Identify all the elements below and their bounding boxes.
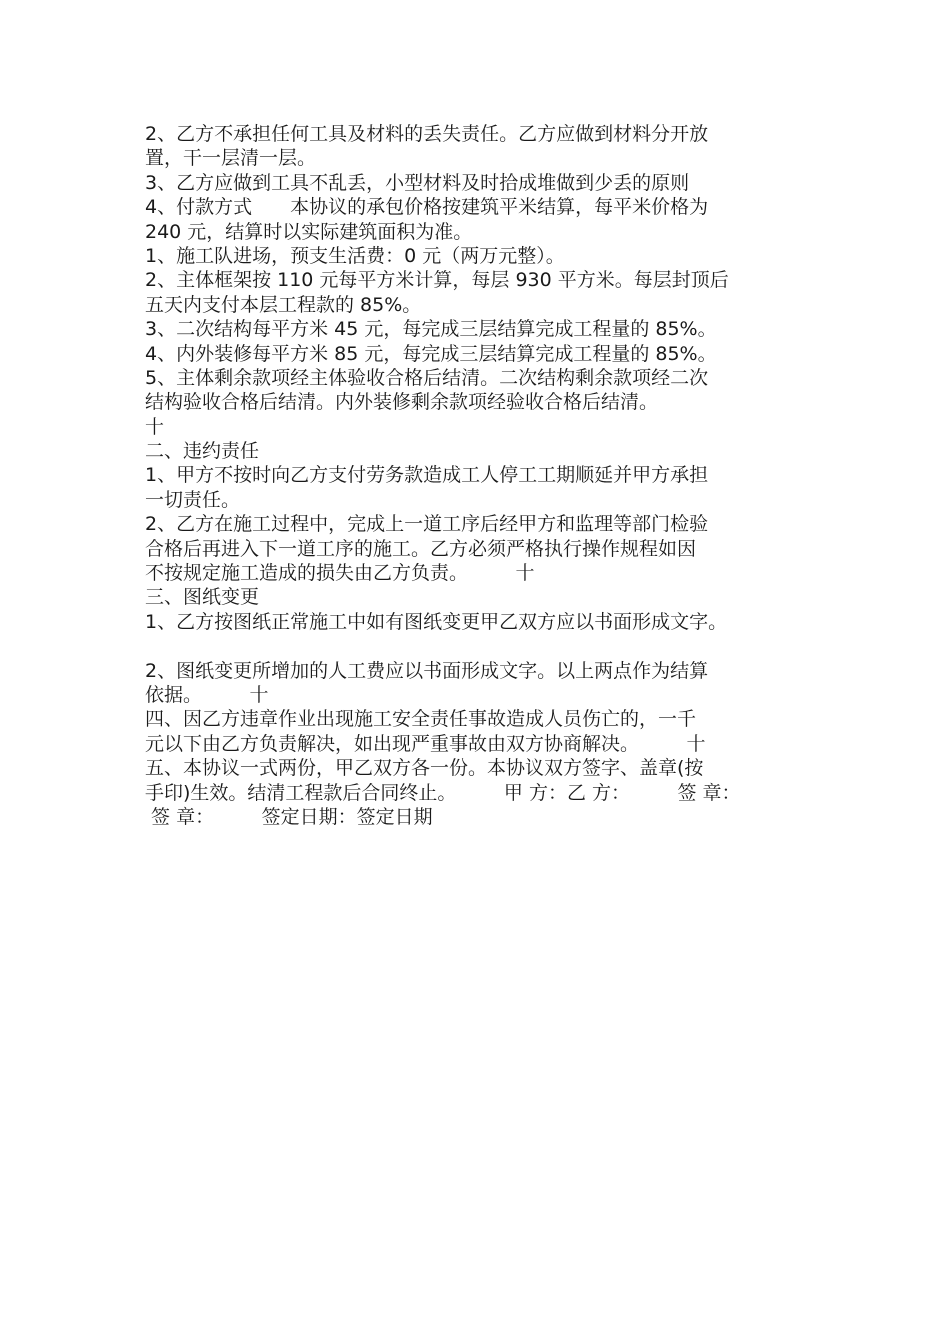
text-line: 一切责任。 [145, 488, 241, 511]
text-line: 十 [145, 415, 165, 438]
text-line: 1、乙方按图纸正常施工中如有图纸变更甲乙双方应以书面形成文字。 [145, 610, 728, 633]
text-line: 五、本协议一式两份，甲乙双方各一份。本协议双方签字、盖章(按 [145, 757, 704, 780]
text-line: 1、施工队进场，预支生活费：0 元（两万元整）。 [145, 244, 565, 267]
text-line: 4、内外装修每平方米 85 元，每完成三层结算完成工程量的 85%。 [145, 342, 717, 365]
document-body [145, 122, 825, 829]
text-line: 不按规定施工造成的损失由乙方负责。 十 [145, 562, 535, 585]
signature-date-line: 签 章： 签定日期：签定日期 [145, 805, 433, 828]
text-line: 3、乙方应做到工具不乱丢，小型材料及时拾成堆做到少丢的原则 [145, 171, 690, 194]
section-heading: 二、违约责任 [145, 440, 260, 463]
text-line: 合格后再进入下一道工序的施工。乙方必须严格执行操作规程如因 [145, 537, 697, 560]
text-line: 置，干一层清一层。 [145, 147, 317, 170]
text-line: 2、乙方在施工过程中，完成上一道工序后经甲方和监理等部门检验 [145, 513, 709, 536]
section-heading: 三、图纸变更 [145, 586, 260, 609]
text-line: 结构验收合格后结清。内外装修剩余款项经验收合格后结清。 [145, 391, 659, 414]
text-line: 2、乙方不承担任何工具及材料的丢失责任。乙方应做到材料分开放 [145, 123, 709, 145]
text-line: 四、因乙方违章作业出现施工安全责任事故造成人员伤亡的，一千 [145, 708, 697, 731]
text-line: 3、二次结构每平方米 45 元，每完成三层结算完成工程量的 85%。 [145, 318, 717, 341]
blank-line [145, 634, 825, 658]
text-line: 4、付款方式 本协议的承包价格按建筑平米结算，每平米价格为 [145, 196, 709, 219]
text-line: 2、图纸变更所增加的人工费应以书面形成文字。以上两点作为结算 [145, 659, 709, 682]
text-line: 五天内支付本层工程款的 85%。 [145, 293, 422, 316]
text-line: 元以下由乙方负责解决，如出现严重事故由双方协商解决。 十 [145, 732, 706, 755]
text-line: 依据。 十 [145, 683, 269, 706]
text-line: 1、甲方不按时向乙方支付劳务款造成工人停工工期顺延并甲方承担 [145, 464, 709, 487]
text-line: 240 元，结算时以实际建筑面积为准。 [145, 220, 473, 243]
signature-line: 手印)生效。结清工程款后合同终止。 甲 方：乙 方： 签 章： [145, 781, 741, 804]
text-line: 5、主体剩余款项经主体验收合格后结清。二次结构剩余款项经二次 [145, 366, 709, 389]
text-line: 2、主体框架按 110 元每平方米计算，每层 930 平方米。每层封顶后 [145, 269, 729, 292]
